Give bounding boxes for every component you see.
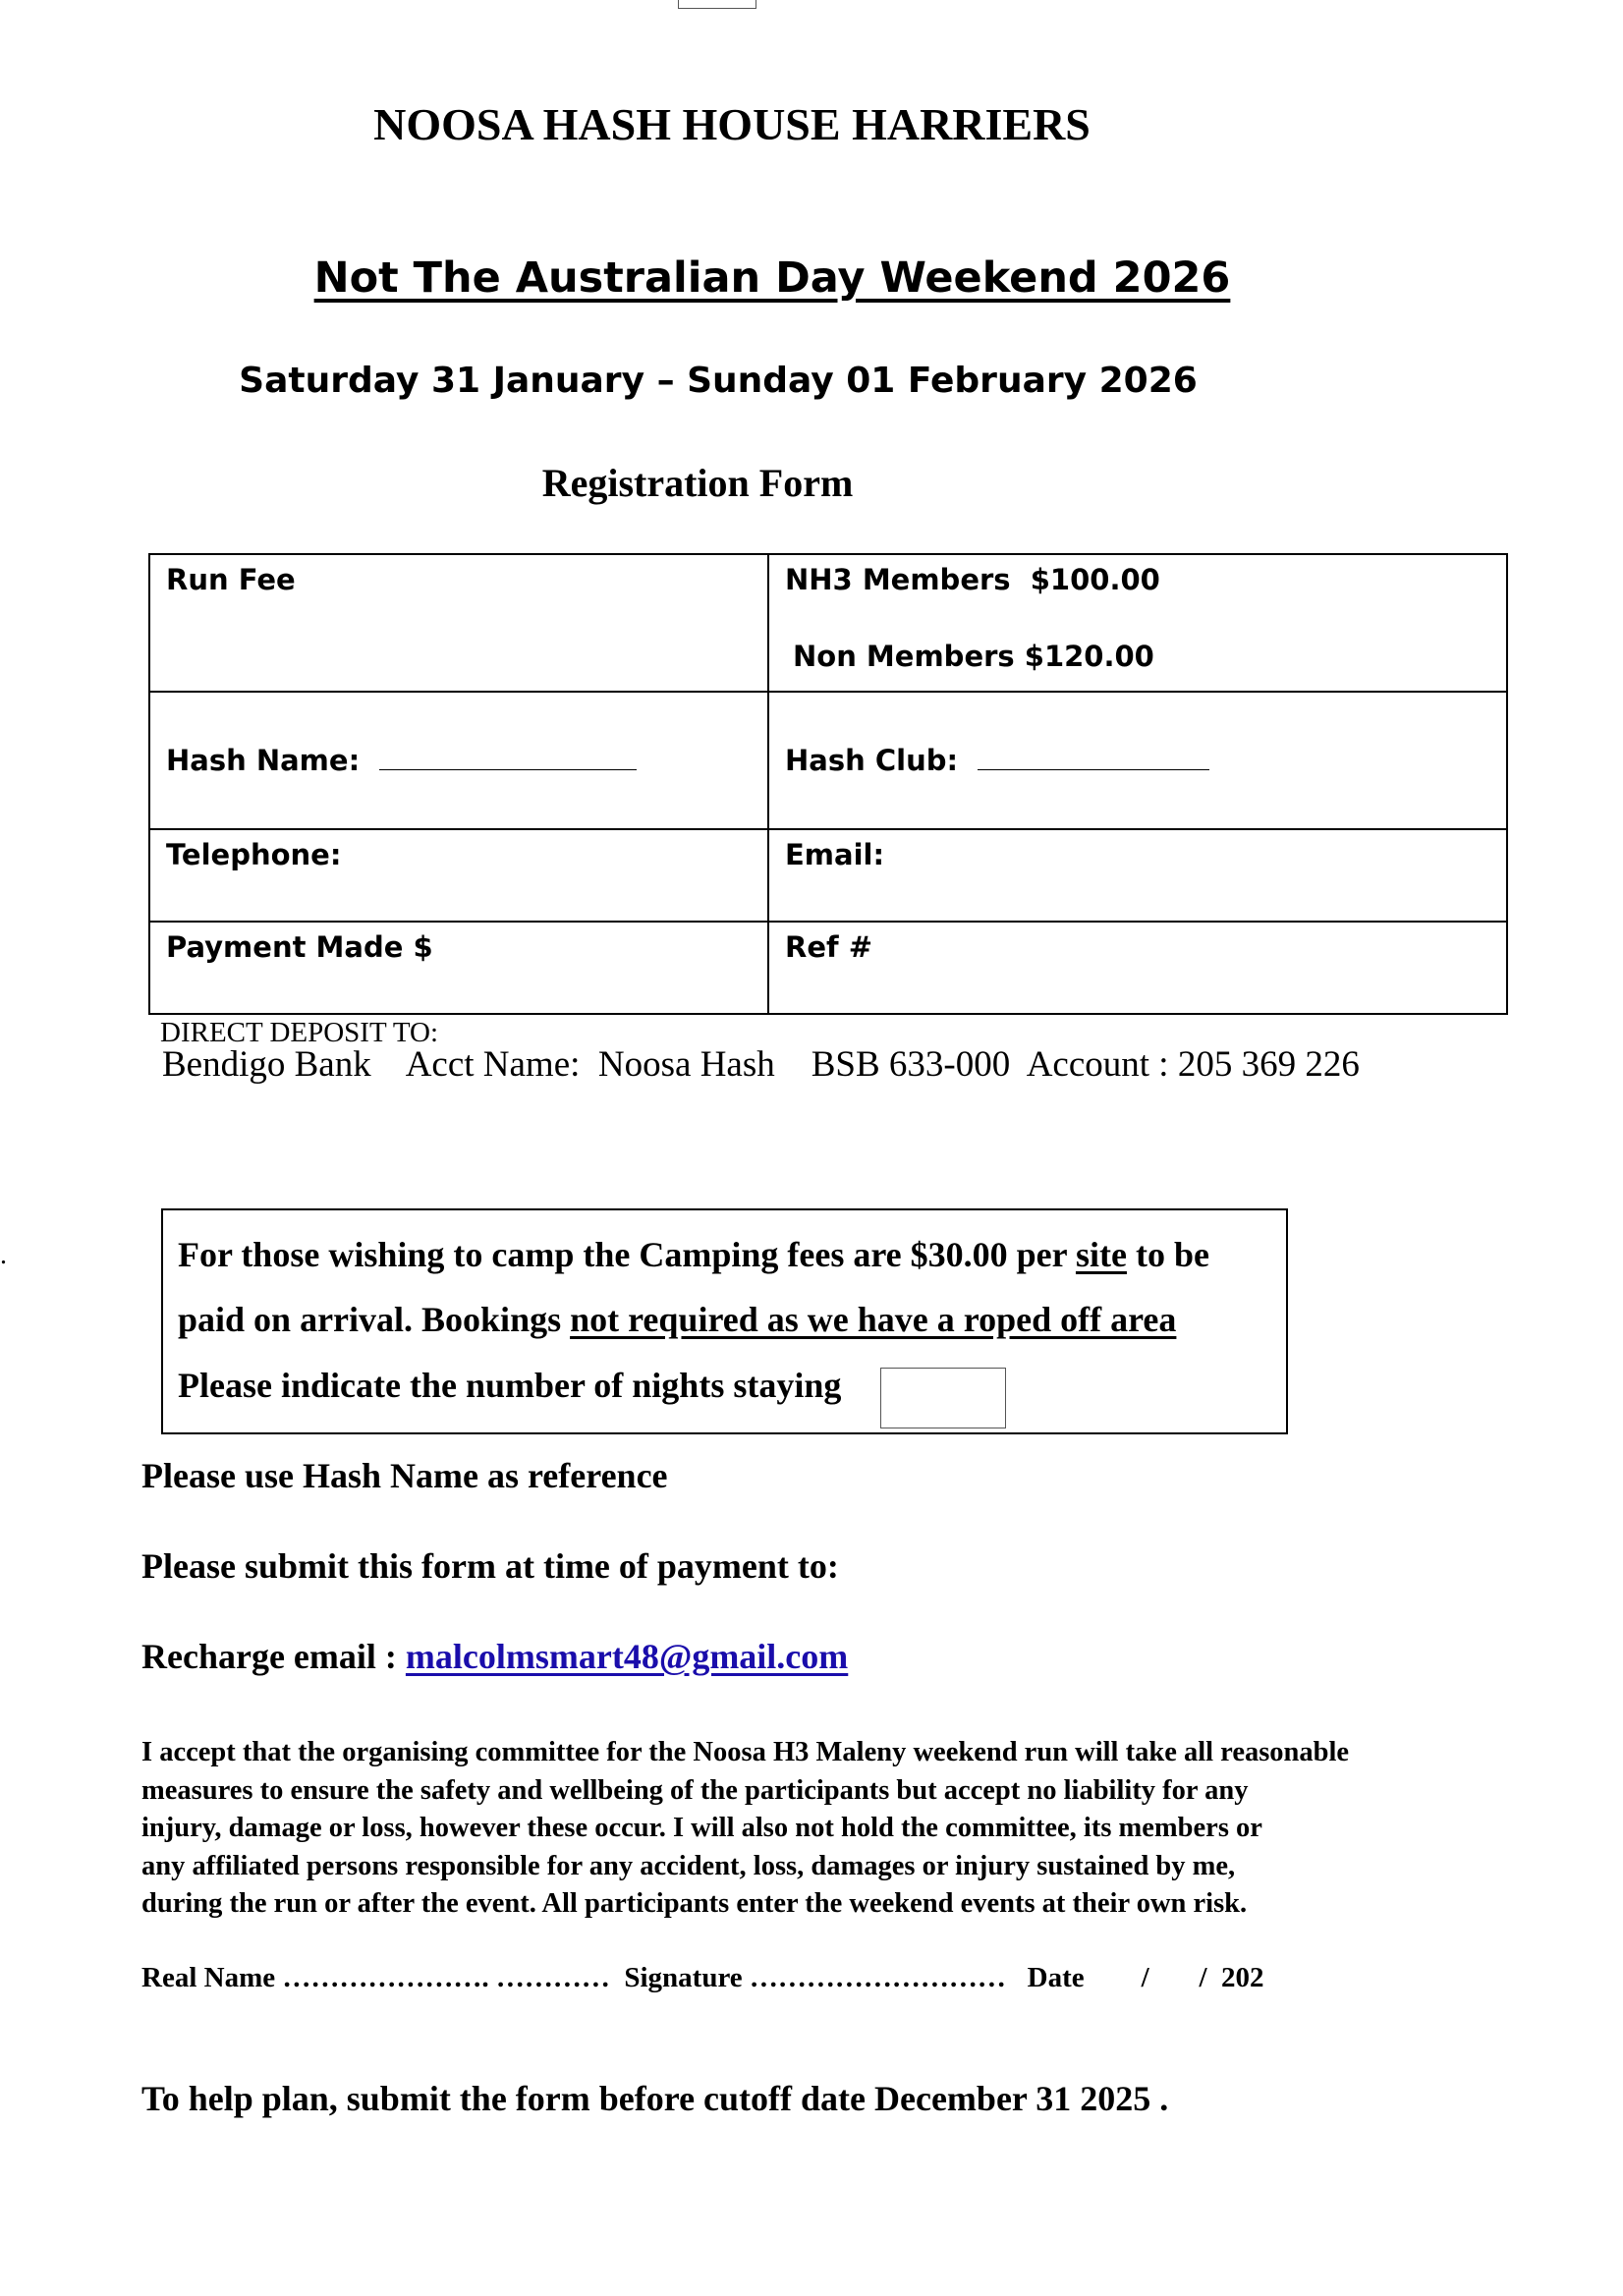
hash-name-label: Hash Name: — [166, 744, 361, 777]
page-top-mark — [678, 0, 756, 9]
non-members-fee: Non Members $120.00 — [793, 640, 1154, 673]
cutoff-note: To help plan, submit the form before cutoff date December 31 2025 . — [141, 2079, 1169, 2118]
hash-name-cell[interactable] — [149, 692, 768, 829]
email-label: Email: — [785, 838, 885, 871]
form-title: Registration Form — [541, 461, 854, 505]
ref-cell[interactable] — [768, 922, 1507, 1014]
camping-site-word: site — [1075, 1235, 1127, 1274]
recharge-email-link[interactable]: malcolmsmart48@gmail.com — [405, 1637, 849, 1676]
registration-table — [148, 553, 1508, 1015]
deposit-heading: DIRECT DEPOSIT TO: — [160, 1017, 439, 1048]
org-name-heading: NOOSA HASH HOUSE HARRIERS — [373, 99, 1091, 149]
run-fee-label: Run Fee — [166, 563, 296, 596]
table-row-run-fee — [149, 554, 1507, 692]
disclaimer-line: any affiliated persons responsible for any accident, loss, damages or injury sustained by me, — [141, 1850, 1236, 1881]
run-fee-cell — [149, 554, 768, 692]
hash-name-blank[interactable] — [379, 746, 637, 770]
camping-roped-off-note: not required as we have a roped off area — [570, 1300, 1177, 1339]
recharge-email-line — [141, 1636, 848, 1677]
payment-label: Payment Made $ — [166, 930, 433, 964]
recharge-email-label: Recharge email : — [141, 1637, 406, 1676]
camping-box — [161, 1208, 1288, 1434]
hash-club-blank[interactable] — [978, 746, 1209, 770]
disclaimer-line: I accept that the organising committee for the Noosa H3 Maleny weekend run will take all reasonable — [141, 1737, 1350, 1767]
camping-line-1 — [178, 1234, 1209, 1275]
camping-line-2-text: paid on arrival. Bookings — [178, 1300, 571, 1339]
hash-club-label: Hash Club: — [785, 744, 959, 777]
members-fee: NH3 Members $100.00 — [785, 563, 1160, 596]
nights-staying-input[interactable] — [880, 1368, 1006, 1428]
telephone-cell[interactable] — [149, 829, 768, 922]
ref-label: Ref # — [785, 930, 873, 964]
event-title: Not The Australian Day Weekend 2026 — [313, 253, 1231, 303]
camping-line-2 — [178, 1299, 1176, 1340]
camping-line-1-text: For those wishing to camp the Camping fees are $30.00 per — [178, 1235, 1076, 1274]
table-row-hash — [149, 692, 1507, 829]
payment-cell[interactable] — [149, 922, 768, 1014]
deposit-details: Bendigo Bank Acct Name: Noosa Hash BSB 633-000 Account : 205 369 226 — [162, 1044, 1360, 1085]
stray-dot: . — [0, 1240, 7, 1270]
camping-line-1-end: to be — [1126, 1235, 1209, 1274]
disclaimer-line: measures to ensure the safety and wellbeing of the participants but accept no liability for any — [141, 1774, 1249, 1806]
telephone-label: Telephone: — [166, 838, 342, 871]
submit-note: Please submit this form at time of payment to: — [141, 1546, 839, 1586]
hash-club-cell[interactable] — [768, 692, 1507, 829]
fee-amounts-cell — [768, 554, 1507, 692]
table-row-payment — [149, 922, 1507, 1014]
event-dates: Saturday 31 January – Sunday 01 February 2026 — [239, 361, 1198, 401]
table-row-contact — [149, 829, 1507, 922]
disclaimer-line: during the run or after the event. All participants enter the weekend events at their own risk. — [141, 1888, 1248, 1919]
signature-line[interactable]: Real Name …………………. ………… Signature ……………………… Date / / 202 — [141, 1962, 1264, 1993]
disclaimer-line: injury, damage or loss, however these occur. I will also not hold the committee, its members or — [141, 1813, 1262, 1843]
camping-line-3: Please indicate the number of nights staying — [178, 1366, 842, 1405]
email-cell[interactable] — [768, 829, 1507, 922]
reference-note: Please use Hash Name as reference — [141, 1456, 668, 1495]
liability-disclaimer — [141, 1734, 1478, 1924]
